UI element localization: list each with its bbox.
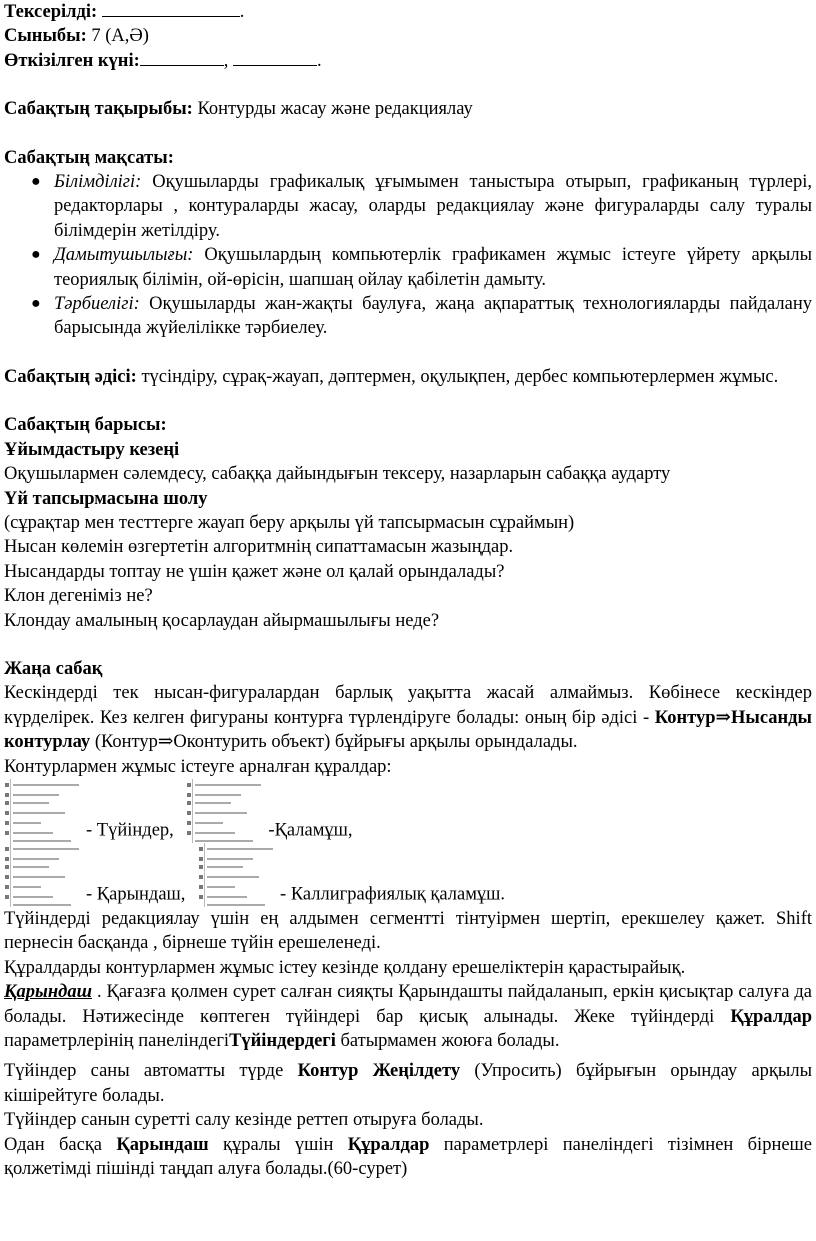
new-lesson-heading: Жаңа сабақ [4,658,103,679]
bullet-icon: ● [31,295,41,313]
hw-line: Клон дегеніміз не? [4,586,153,607]
method-value: түсіндіру, сұрақ-жауап, дәптермен, оқулықпен, дербес компьютерлермен жұмыс. [141,366,779,387]
goals-heading: Сабақтың мақсаты: [4,147,174,168]
tool-pen-label: -Қаламұш, [268,820,353,841]
org-heading: Ұйымдастыру кезеңі [4,439,180,460]
pen-tool-menu-image [186,779,266,843]
date-label: Өткізілген күні: [4,50,140,71]
class-value: 7 (А,Ә) [91,26,149,47]
bullet-icon: ● [31,173,41,191]
checked-end: . [239,2,245,22]
topic-value: Контурды жасау және редакциялау [197,99,473,120]
class-line [4,24,812,48]
hw-heading: Үй тапсырмасына шолу [4,488,208,509]
bullet-icon: ● [31,246,41,264]
tools-row-2 [4,843,812,907]
goals-list [4,170,812,341]
method-label: Сабақтың әдісі: [4,366,137,387]
tool-pencil-label: - Қарындаш, [86,884,186,905]
goal-item: ● Тәрбиелігі: Оқушыларды жан-жақты баулуға, жаңа ақпараттық технологияларды пайдалану барысында жүйелілікке тәрбиелеу. [31,294,813,339]
class-label: Сыныбы: [4,26,87,47]
goal-item: ● Дамытушылығы: Оқушылардың компьютерлік графикамен жұмыс істеуге үйрету арқылы теориялық білімін, ой-өрісін, шапшаң ойлау қабілетін дамыту. [31,245,813,290]
new-lesson-p4: Қарындаш . Қағазға қолмен сурет салған сияқты Қарындашты пайдаланып, еркін қисықтар салуға да болады. Нәтижесінде көптеген түйіндері бар қисық алынады. Жеке түйіндерді Құралдар параметрлерінің панеліндегіТүйіндердегі батырмамен жоюға болады. [4,982,812,1051]
topic-label: Сабақтың тақырыбы: [4,99,193,120]
new-lesson-p6: Түйіндер санын суретті салу кезінде реттеп отыруға болады. [4,1110,484,1131]
checked-line [4,0,812,24]
new-lesson-p7: Одан басқа Қарындаш құралы үшін Құралдар параметрлері панеліндегі тізімнен бірнеше қолжетімді пішінді таңдап алуға болады.(60-сурет) [4,1134,813,1180]
tool-calligraphy-label: - Каллиграфиялық қаламұш. [280,884,506,905]
date-end: . [317,50,322,71]
hw-line: Нысан көлемін өзгертетін алгоритмнің сипаттамасын жазыңдар. [4,537,514,558]
hw-line: (сұрақтар мен тесттерге жауап беру арқылы үй тапсырмасын сұраймын) [4,512,575,533]
date-line [4,49,812,73]
hw-line: Нысандарды топтау не үшін қажет және ол қалай орындалады? [4,561,505,582]
new-lesson-p2: Түйіндерді редакциялау үшін ең алдымен сегментті тінтуірмен шертіп, ерекшелеу қажет. Shift пернесін басқанда , бірнеше түйін ерешеленеді. [4,908,812,954]
date-blank-2 [233,51,317,66]
tools-row-1 [4,779,812,843]
tool-nodes-label: - Түйіндер, [86,820,174,841]
method-line [4,365,812,389]
nodes-tool-menu-image [4,779,84,843]
checked-blank [102,2,240,17]
date-blank-1 [140,51,224,66]
new-lesson-p1: Кескіндерді тек нысан-фигуралардан барлық уақытта жасай алмаймыз. Көбінесе кескіндер күрделірек. Кез келген фигураны контурға түрлендіруге болады: оның бір әдісі - Контур⇒Нысанды контурлау (Контур⇒Оконтурить объект) бұйрығы арқылы орындалады. [4,683,812,753]
new-lesson-p3: Құралдарды контурлармен жұмыс істеу кезінде қолдану ерешеліктерін қарастырайық. [4,957,686,978]
checked-label: Тексерілді: [4,2,98,22]
tools-intro: Контурлармен жұмыс істеуге арналған құралдар: [4,756,392,777]
org-text: Оқушылармен сәлемдесу, сабаққа дайындығын тексеру, назарларын сабаққа аударту [4,464,671,485]
pencil-tool-menu-image [4,843,84,907]
document-page [4,0,812,1181]
date-sep: , [223,50,229,71]
hw-line: Клондау амалының қосарлаудан айырмашылығы неде? [4,610,440,631]
topic-line [4,97,812,121]
calligraphy-tool-menu-image [198,843,278,907]
new-lesson-p5: Түйіндер саны автоматты түрде Контур Жеңілдету (Упросить) бұйрығын орындау арқылы кішірейтуге болады. [4,1061,813,1106]
course-heading: Сабақтың барысы: [4,415,167,436]
goal-item: ● Білімділігі: Оқушыларды графикалық ұғымымен таныстыра отырып, графиканың түрлері, редакторлары , контураларды жасау, оларды редакциялау және фигураларды салу туралы білімдерін жетілдіру. [31,172,813,241]
